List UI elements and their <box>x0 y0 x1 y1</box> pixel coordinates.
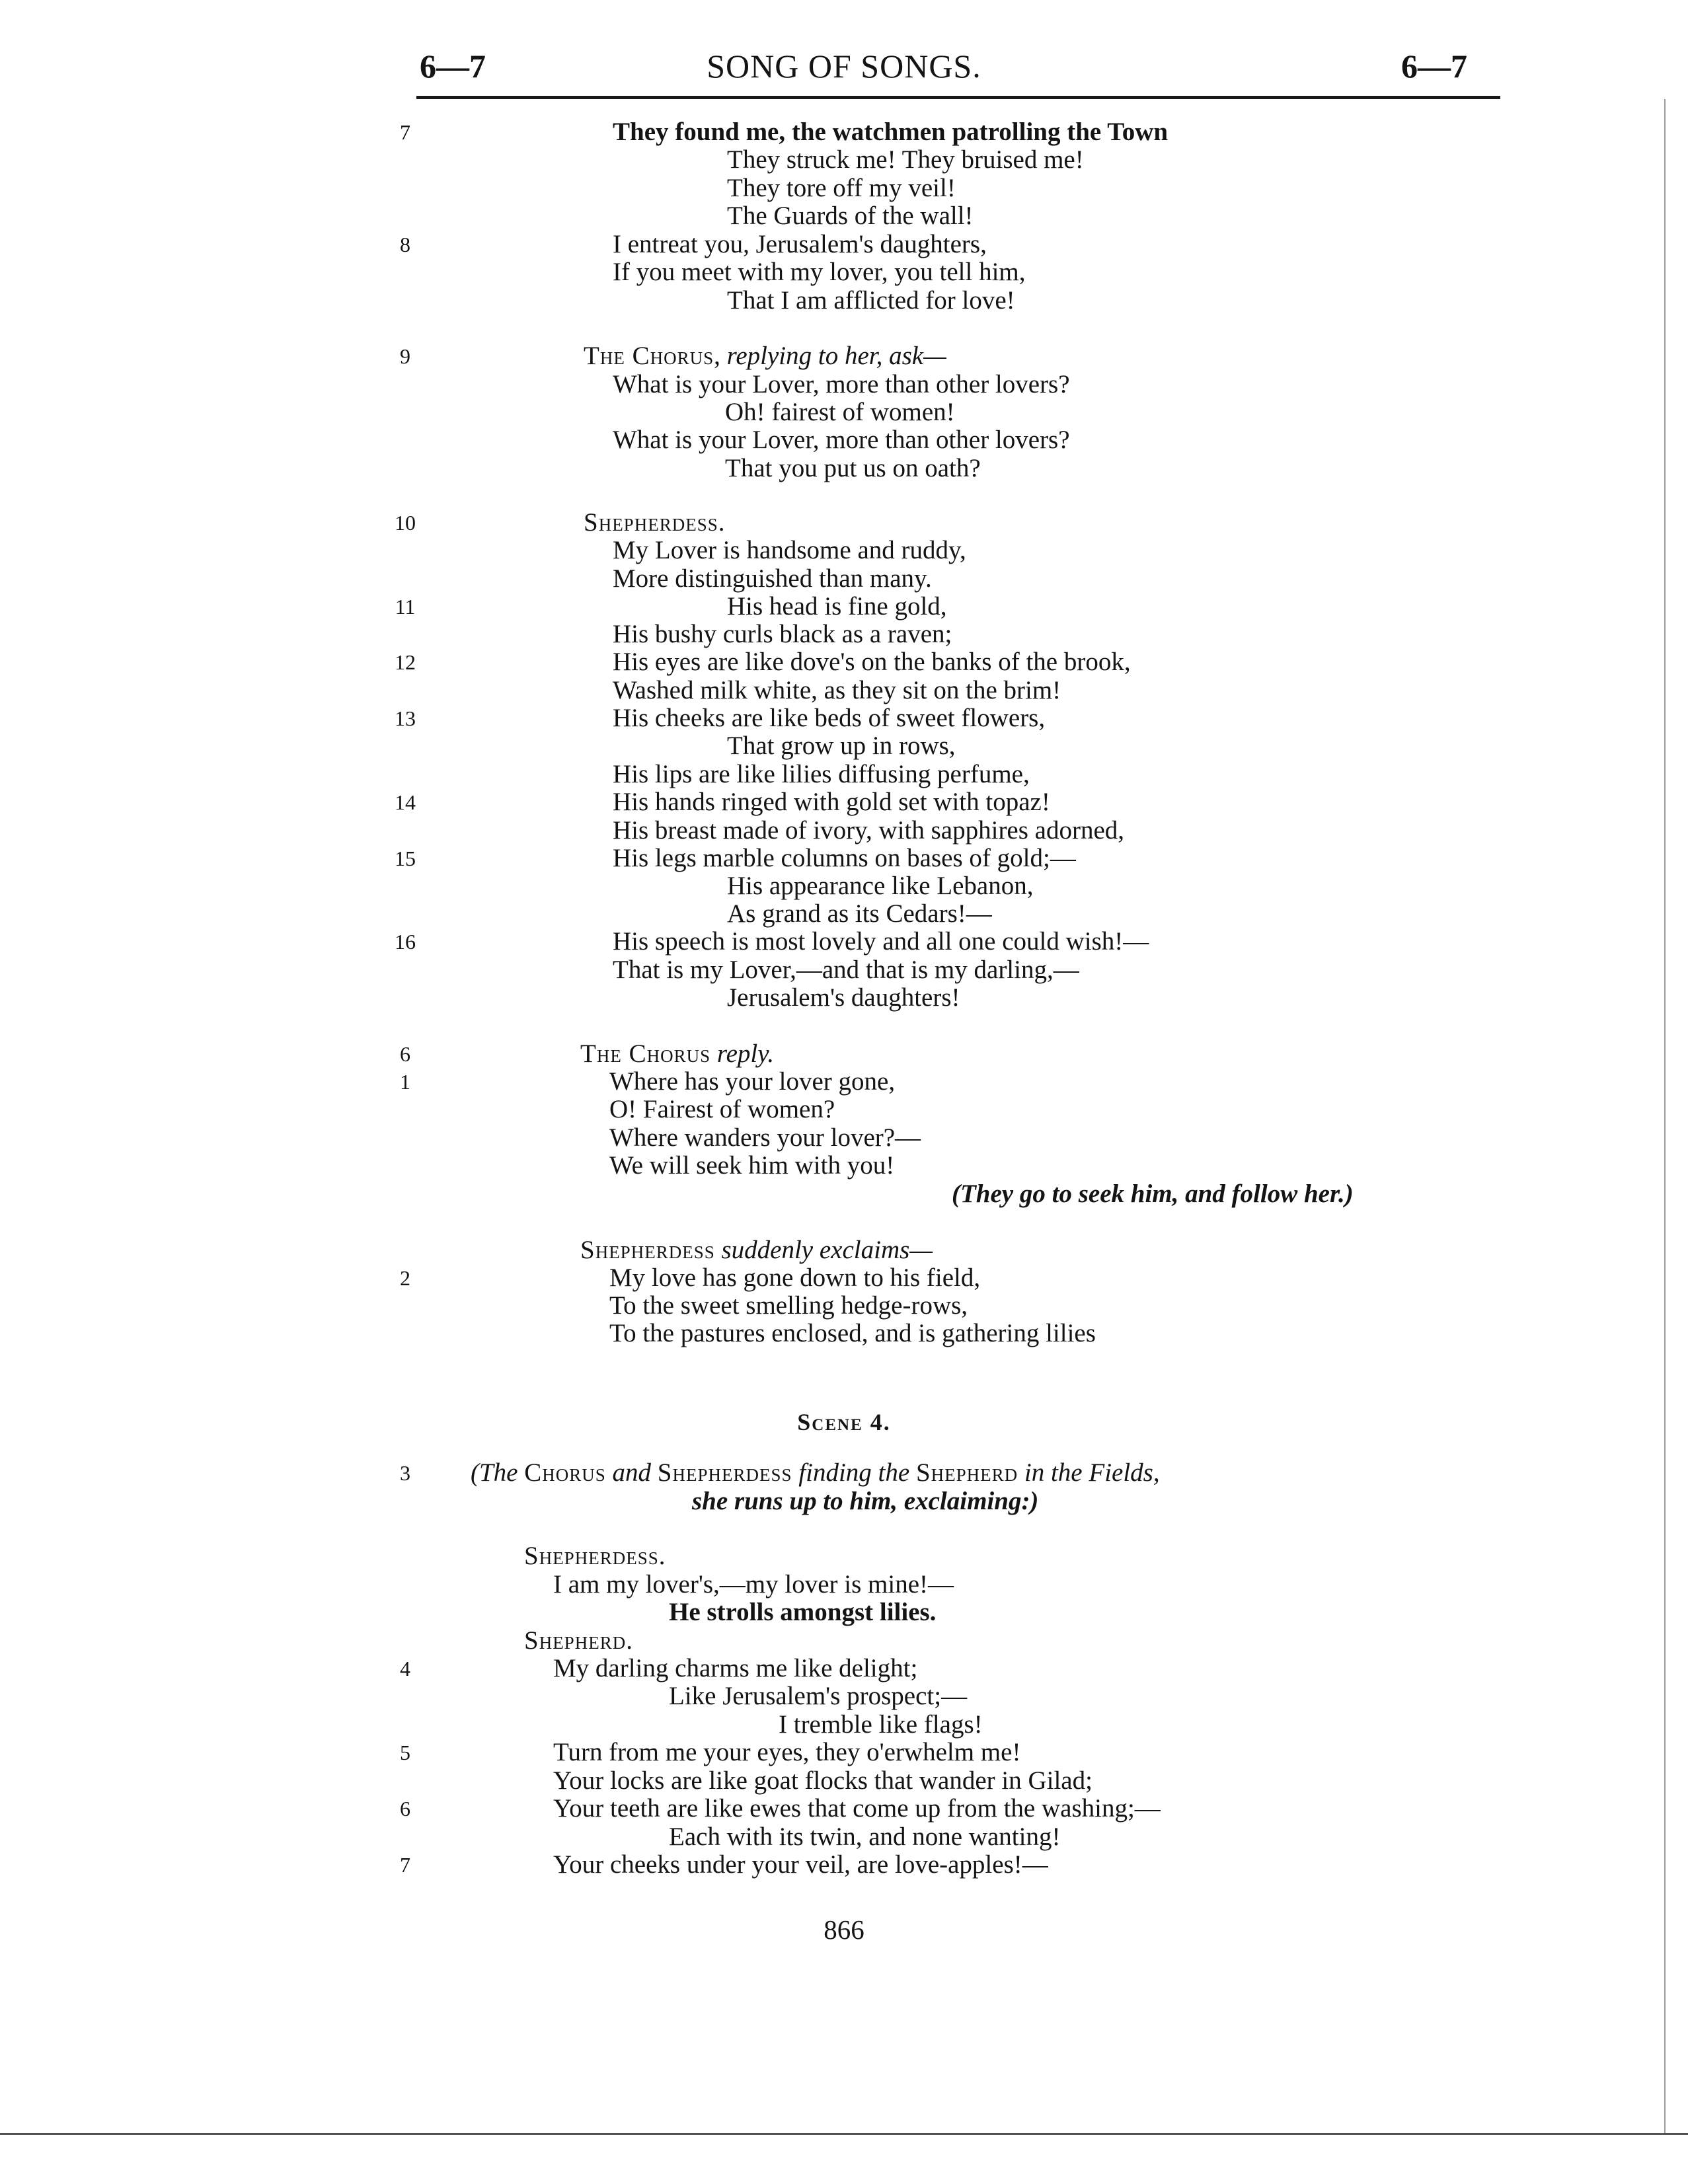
verse-line: That grow up in rows, <box>727 732 956 760</box>
verse-line: That you put us on oath? <box>725 454 981 482</box>
verse-number: 8 <box>400 233 410 256</box>
verse-line: Like Jerusalem's prospect;— <box>669 1682 968 1710</box>
verse-line: My love has gone down to his field, <box>609 1263 981 1292</box>
verse-line: That is my Lover,—and that is my darling,— <box>613 956 1079 984</box>
verse-number: 6 <box>400 1042 410 1066</box>
verse-number: 13 <box>395 706 416 730</box>
verse-line: They tore off my veil! <box>727 174 956 202</box>
page-number: 866 <box>824 1914 864 1945</box>
verse-line: Your teeth are like ewes that come up from the washing;— <box>553 1794 1161 1823</box>
speaker-heading <box>580 1236 933 1265</box>
verse-line: His hands ringed with gold set with topaz! <box>613 788 1050 816</box>
verse-line: His bushy curls black as a raven; <box>613 620 952 648</box>
verse-line: As grand as its Cedars!— <box>727 899 992 928</box>
running-title: SONG OF SONGS. <box>707 48 981 85</box>
speaker-direction: suddenly exclaims— <box>721 1236 933 1264</box>
verse-number: 16 <box>395 930 416 954</box>
header-chapter-right: 6—7 <box>1401 48 1467 85</box>
header-rule <box>416 96 1500 99</box>
verse-number: 11 <box>395 595 416 619</box>
header-chapter-left: 6—7 <box>420 48 486 85</box>
stage-direction: (The Chorus and Shepherdess finding the Shepherd in the Fields, <box>471 1458 1160 1487</box>
verse-line: We will seek him with you! <box>609 1151 895 1180</box>
verse-line: My Lover is handsome and ruddy, <box>613 536 966 564</box>
verse-line: Your cheeks under your veil, are love-apples!— <box>553 1850 1048 1879</box>
verse-line: His eyes are like dove's on the banks of the brook, <box>613 648 1131 676</box>
verse-line: His speech is most lovely and all one could wish!— <box>613 927 1149 956</box>
verse-line: Turn from me your eyes, they o'erwhelm me! <box>553 1738 1021 1766</box>
verse-line: I am my lover's,—my lover is mine!— <box>553 1570 954 1599</box>
verse-line: They struck me! They bruised me! <box>727 145 1084 174</box>
verse-line: If you meet with my lover, you tell him, <box>613 258 1026 286</box>
verse-number: 12 <box>395 650 416 674</box>
verse-line: I tremble like flags! <box>779 1710 983 1739</box>
speaker-name: Shepherdess. <box>584 508 726 537</box>
verse-line: Your locks are like goat flocks that wander in Gilad; <box>553 1766 1093 1795</box>
speaker-direction: replying to her, ask— <box>726 342 946 370</box>
verse-line: O! Fairest of women? <box>609 1095 835 1123</box>
speaker-name: Shepherdess <box>580 1236 715 1264</box>
verse-line: Washed milk white, as they sit on the brim! <box>613 676 1061 704</box>
speaker-heading: The Chorus, replying to her, ask— <box>584 342 946 370</box>
verse-line: They found me, the watchmen patrolling the Town <box>613 118 1169 146</box>
verse-line: His legs marble columns on bases of gold;— <box>613 844 1076 872</box>
verse-number: 3 <box>400 1461 410 1485</box>
stage-direction: she runs up to him, exclaiming:) <box>692 1487 1039 1515</box>
verse-line: More distinguished than many. <box>613 564 932 593</box>
verse-number: 4 <box>400 1657 410 1680</box>
verse-line: His breast made of ivory, with sapphires adorned, <box>613 816 1125 845</box>
verse-line: My darling charms me like delight; <box>553 1654 918 1682</box>
verse-number: 15 <box>395 847 416 870</box>
verse-number: 7 <box>400 120 410 144</box>
verse-line: Jerusalem's daughters! <box>727 983 960 1012</box>
verse-number: 1 <box>400 1070 410 1094</box>
verse-line: Where has your lover gone, <box>609 1067 896 1096</box>
speaker-name: Shepherd. <box>524 1626 633 1655</box>
verse-number: 6 <box>400 1797 410 1821</box>
page-edge-line <box>1664 99 1666 2134</box>
verse-line: I entreat you, Jerusalem's daughters, <box>613 230 987 258</box>
speaker-heading <box>580 1039 774 1069</box>
verse-line: To the sweet smelling hedge-rows, <box>609 1291 968 1320</box>
speaker-direction: reply. <box>716 1039 775 1068</box>
verse-number: 14 <box>395 790 416 814</box>
verse-line: Where wanders your lover?— <box>609 1123 921 1152</box>
verse-line: His lips are like lilies diffusing perfume, <box>613 760 1030 788</box>
verse-line: Oh! fairest of women! <box>725 398 955 426</box>
verse-line: His appearance like Lebanon, <box>727 872 1034 900</box>
verse-line: He strolls amongst lilies. <box>669 1598 937 1626</box>
verse-line: Each with its twin, and none wanting! <box>669 1823 1061 1851</box>
stage-direction: (They go to seek him, and follow her.) <box>952 1180 1354 1208</box>
verse-number: 10 <box>395 511 416 535</box>
verse-line: His cheeks are like beds of sweet flowers, <box>613 704 1046 732</box>
verse-number: 2 <box>400 1266 410 1290</box>
bottom-rule <box>0 2133 1688 2135</box>
verse-number: 9 <box>400 344 410 368</box>
verse-line: What is your Lover, more than other lovers? <box>613 370 1070 398</box>
verse-line: That I am afflicted for love! <box>727 286 1015 315</box>
verse-line: The Guards of the wall! <box>727 202 974 230</box>
scene-heading: Scene 4. <box>797 1409 891 1435</box>
speaker-name: Shepherdess. <box>524 1542 666 1570</box>
verse-number: 5 <box>400 1741 410 1764</box>
verse-number: 7 <box>400 1853 410 1877</box>
verse-line: His head is fine gold, <box>727 592 947 621</box>
verse-line: What is your Lover, more than other lovers? <box>613 426 1070 454</box>
speaker-name: The Chorus <box>580 1039 711 1068</box>
verse-line: To the pastures enclosed, and is gathering lilies <box>609 1319 1096 1347</box>
speaker-name: The Chorus <box>584 342 714 370</box>
